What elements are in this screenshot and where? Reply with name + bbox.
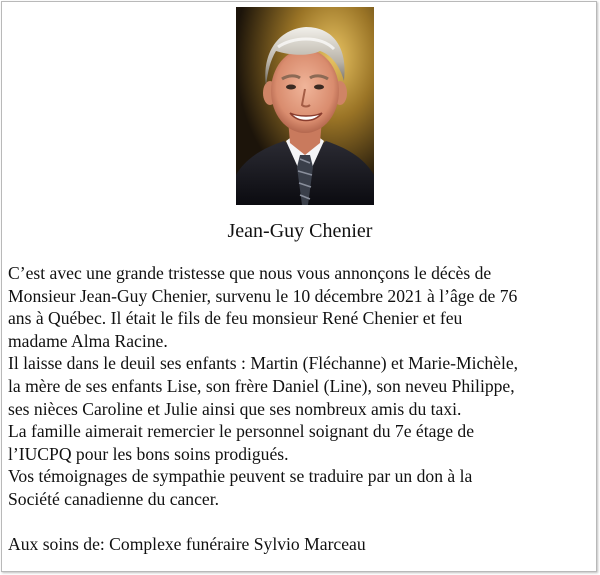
- obituary-line: madame Alma Racine.: [8, 330, 168, 351]
- obituary-line: C’est avec une grande tristesse que nous vous annonçons le décès de: [8, 263, 492, 283]
- obituary-line: Il laisse dans le deuil ses enfants : Martin (Fléchanne) et Marie-Michèle,: [8, 353, 519, 374]
- funeral-home-line: Aux soins de: Complexe funéraire Sylvio Marceau: [8, 534, 366, 555]
- obituary-line: Monsieur Jean-Guy Chenier, survenu le 10 décembre 2021 à l’âge de 76: [8, 285, 518, 306]
- obituary-line: ans à Québec. Il était le fils de feu monsieur René Chenier et feu: [8, 308, 463, 329]
- spacer: [8, 511, 596, 534]
- obituary-line: l’IUCPQ pour les bons soins prodigués.: [8, 443, 289, 464]
- obituary-line: ses nièces Caroline et Julie ainsi que ses nombreux amis du taxi.: [8, 398, 462, 419]
- portrait-photo: [236, 7, 374, 205]
- obituary-text: [8, 262, 596, 556]
- obituary-line: Vos témoignages de sympathie peuvent se traduire par un don à la: [8, 466, 473, 487]
- deceased-name: Jean-Guy Chenier: [227, 220, 373, 242]
- portrait-illustration: [236, 7, 374, 205]
- obituary-line: la mère de ses enfants Lise, son frère Daniel (Line), son neveu Philippe,: [8, 375, 515, 396]
- obituary-line: La famille aimerait remercier le personnel soignant du 7e étage de: [8, 421, 475, 442]
- obituary-line: Société canadienne du cancer.: [8, 488, 220, 509]
